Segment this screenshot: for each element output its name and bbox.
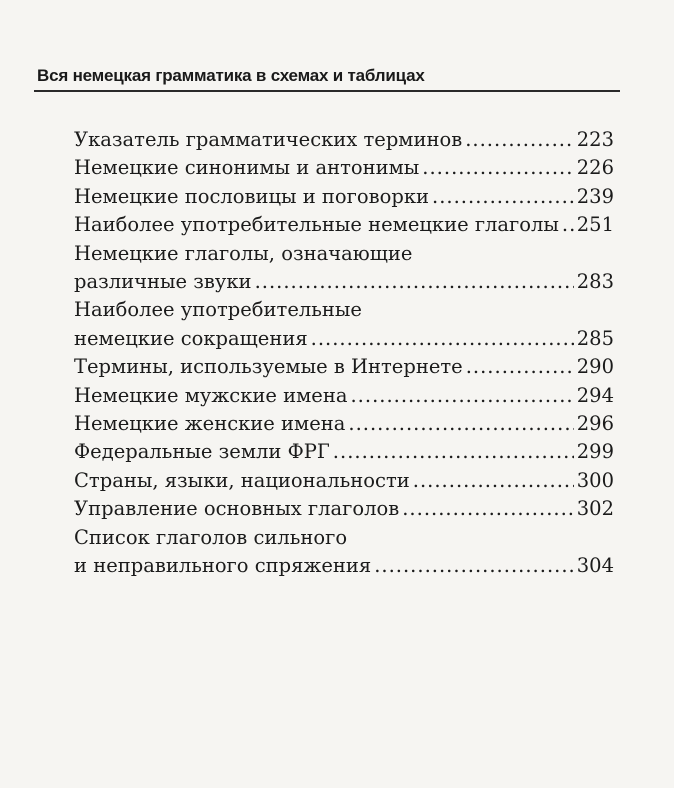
dot-leader bbox=[432, 183, 574, 211]
toc-entry-line bbox=[74, 240, 614, 268]
dot-leader bbox=[350, 382, 573, 410]
toc-page-number: 294 bbox=[576, 383, 614, 407]
toc-entry-title: и неправильного спряжения bbox=[74, 554, 372, 578]
toc-entry-title: немецкие сокращения bbox=[74, 326, 308, 350]
toc-entry-title: Управление основных глаголов bbox=[74, 497, 400, 521]
toc-entry-line-with-page bbox=[74, 552, 614, 580]
toc-entry bbox=[74, 353, 614, 381]
toc-entry-title: Список глаголов сильного bbox=[74, 525, 348, 549]
toc-page-number: 299 bbox=[576, 440, 614, 464]
toc-entry-title: Немецкие глаголы, означающие bbox=[74, 241, 413, 265]
toc-entry bbox=[74, 183, 614, 211]
running-header: Вся немецкая грамматика в схемах и таблицах bbox=[37, 66, 425, 85]
toc-entry-title: Немецкие женские имена bbox=[74, 412, 346, 436]
toc-page-number: 283 bbox=[576, 270, 614, 294]
toc-entry-line-with-page bbox=[74, 438, 614, 466]
dot-leader bbox=[402, 495, 574, 523]
dot-leader bbox=[466, 353, 574, 381]
toc-entry-line-with-page bbox=[74, 126, 614, 154]
toc-page-number: 251 bbox=[576, 213, 614, 237]
dot-leader bbox=[465, 126, 574, 154]
toc-page-number: 302 bbox=[576, 497, 614, 521]
toc-entry-line-with-page bbox=[74, 211, 614, 239]
toc-entry-title: Федеральные земли ФРГ bbox=[74, 440, 330, 464]
toc-page-number: 239 bbox=[576, 184, 614, 208]
table-of-contents bbox=[74, 126, 614, 581]
toc-entry bbox=[74, 296, 614, 353]
toc-entry bbox=[74, 467, 614, 495]
toc-entry-title: Немецкие синонимы и антонимы bbox=[74, 156, 420, 180]
dot-leader bbox=[311, 325, 574, 353]
header-rule bbox=[34, 90, 620, 92]
toc-entry-line-with-page bbox=[74, 467, 614, 495]
toc-entry bbox=[74, 438, 614, 466]
dot-leader bbox=[333, 438, 574, 466]
toc-entry-line-with-page bbox=[74, 325, 614, 353]
toc-entry-line-with-page bbox=[74, 410, 614, 438]
toc-page-number: 285 bbox=[576, 326, 614, 350]
toc-page-number: 226 bbox=[576, 156, 614, 180]
toc-entry-line-with-page bbox=[74, 495, 614, 523]
toc-entry bbox=[74, 410, 614, 438]
dot-leader bbox=[562, 211, 574, 239]
toc-page-number: 296 bbox=[576, 412, 614, 436]
toc-entry-title: Страны, языки, национальности bbox=[74, 468, 410, 492]
dot-leader bbox=[255, 268, 574, 296]
dot-leader bbox=[348, 410, 573, 438]
toc-entry-title: Термины, используемые в Интернете bbox=[74, 355, 463, 379]
toc-page-number: 223 bbox=[576, 128, 614, 151]
toc-entry-line-with-page bbox=[74, 183, 614, 211]
toc-entry-title: Наиболее употребительные немецкие глаголы bbox=[74, 213, 559, 237]
toc-entry-line bbox=[74, 524, 614, 552]
dot-leader bbox=[374, 552, 574, 580]
toc-entry bbox=[74, 126, 614, 154]
toc-entry-line-with-page bbox=[74, 154, 614, 182]
toc-entry-title: Немецкие пословицы и поговорки bbox=[74, 184, 430, 208]
toc-entry-title: Указатель грамматических терминов bbox=[74, 128, 463, 151]
toc-entry-title: Немецкие мужские имена bbox=[74, 383, 348, 407]
toc-entry-line-with-page bbox=[74, 268, 614, 296]
toc-entry bbox=[74, 154, 614, 182]
dot-leader bbox=[413, 467, 574, 495]
toc-entry-line-with-page bbox=[74, 353, 614, 381]
toc-page-number: 300 bbox=[576, 468, 614, 492]
toc-entry bbox=[74, 211, 614, 239]
toc-entry-title: различные звуки bbox=[74, 270, 252, 294]
toc-entry-title: Наиболее употребительные bbox=[74, 298, 362, 322]
toc-entry bbox=[74, 524, 614, 581]
toc-page-number: 304 bbox=[576, 554, 614, 578]
toc-entry bbox=[74, 240, 614, 297]
dot-leader bbox=[422, 154, 573, 182]
toc-entry bbox=[74, 495, 614, 523]
toc-entry bbox=[74, 382, 614, 410]
toc-page-number: 290 bbox=[576, 355, 614, 379]
toc-entry-line-with-page bbox=[74, 382, 614, 410]
toc-entry-line bbox=[74, 296, 614, 324]
